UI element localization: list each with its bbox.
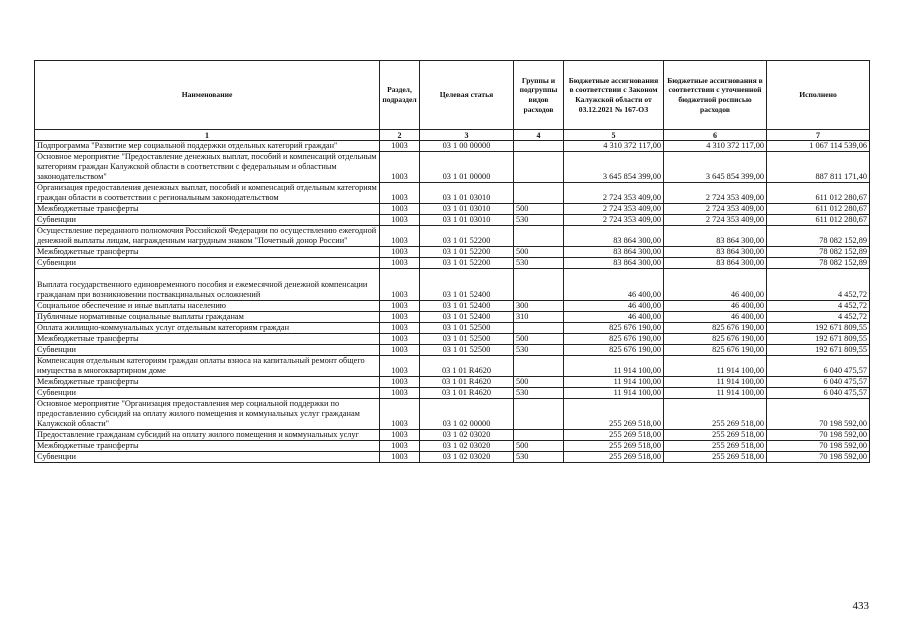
row-law-amount-cell: 825 676 190,00 [564,334,664,345]
row-section-cell: 1003 [380,183,420,204]
row-section-cell: 1003 [380,141,420,152]
column-number: 6 [664,130,767,141]
row-group-cell [514,226,564,247]
header-name: Наименование [35,61,380,130]
row-law-amount-cell: 46 400,00 [564,269,664,301]
row-name-cell: Социальное обеспечение и иные выплаты населению [35,301,380,312]
header-section: Раздел, подраздел [380,61,420,130]
row-group-cell: 530 [514,215,564,226]
row-law-amount-cell: 11 914 100,00 [564,377,664,388]
row-executed-amount-cell: 70 198 592,00 [767,452,870,463]
row-name-cell: Субвенции [35,345,380,356]
row-group-cell: 300 [514,301,564,312]
table-row [35,269,870,301]
row-executed-amount-cell: 70 198 592,00 [767,430,870,441]
row-executed-amount-cell: 887 811 171,40 [767,152,870,183]
row-group-cell: 500 [514,204,564,215]
column-number: 3 [420,130,514,141]
row-group-cell: 500 [514,334,564,345]
row-refined-amount-cell: 3 645 854 399,00 [664,152,767,183]
row-executed-amount-cell: 6 040 475,57 [767,377,870,388]
row-section-cell: 1003 [380,441,420,452]
column-number: 1 [35,130,380,141]
table-row [35,152,870,183]
row-name-cell: Публичные нормативные социальные выплаты гражданам [35,312,380,323]
row-refined-amount-cell: 255 269 518,00 [664,430,767,441]
row-target-cell: 03 1 01 R4620 [420,356,514,377]
row-group-cell [514,152,564,183]
column-number: 7 [767,130,870,141]
row-refined-amount-cell: 825 676 190,00 [664,323,767,334]
row-group-cell: 530 [514,258,564,269]
row-target-cell: 03 1 01 52200 [420,258,514,269]
table-row [35,377,870,388]
row-target-cell: 03 1 02 03020 [420,430,514,441]
row-target-cell: 03 1 01 52400 [420,301,514,312]
row-target-cell: 03 1 01 52500 [420,334,514,345]
row-section-cell: 1003 [380,399,420,430]
table-row [35,215,870,226]
table-row [35,388,870,399]
row-group-cell [514,399,564,430]
row-group-cell [514,323,564,334]
row-refined-amount-cell: 2 724 353 409,00 [664,183,767,204]
row-refined-amount-cell: 825 676 190,00 [664,345,767,356]
row-group-cell: 530 [514,345,564,356]
row-executed-amount-cell: 78 082 152,89 [767,247,870,258]
row-group-cell [514,141,564,152]
row-law-amount-cell: 255 269 518,00 [564,452,664,463]
row-refined-amount-cell: 2 724 353 409,00 [664,215,767,226]
row-name-cell: Подпрограмма "Развитие мер социальной поддержки отдельных категорий граждан" [35,141,380,152]
row-law-amount-cell: 83 864 300,00 [564,258,664,269]
row-executed-amount-cell: 611 012 280,67 [767,204,870,215]
row-target-cell: 03 1 01 52500 [420,323,514,334]
row-refined-amount-cell: 4 310 372 117,00 [664,141,767,152]
row-name-cell: Компенсация отдельным категориям граждан оплаты взноса на капитальный ремонт общего имущества в многоквартирном доме [35,356,380,377]
header-executed: Исполнено [767,61,870,130]
table-row [35,183,870,204]
row-refined-amount-cell: 255 269 518,00 [664,452,767,463]
row-executed-amount-cell: 611 012 280,67 [767,183,870,204]
row-target-cell: 03 1 00 00000 [420,141,514,152]
row-group-cell: 500 [514,377,564,388]
row-name-cell: Субвенции [35,388,380,399]
row-target-cell: 03 1 01 03010 [420,204,514,215]
row-executed-amount-cell: 78 082 152,89 [767,226,870,247]
row-refined-amount-cell: 11 914 100,00 [664,356,767,377]
row-law-amount-cell: 11 914 100,00 [564,388,664,399]
table-row [35,334,870,345]
row-group-cell [514,430,564,441]
row-section-cell: 1003 [380,345,420,356]
row-executed-amount-cell: 1 067 114 539,06 [767,141,870,152]
row-section-cell: 1003 [380,301,420,312]
row-refined-amount-cell: 83 864 300,00 [664,226,767,247]
row-target-cell: 03 1 01 52200 [420,226,514,247]
row-refined-amount-cell: 2 724 353 409,00 [664,204,767,215]
row-executed-amount-cell: 6 040 475,57 [767,356,870,377]
row-refined-amount-cell: 46 400,00 [664,269,767,301]
row-target-cell: 03 1 01 00000 [420,152,514,183]
table-row [35,323,870,334]
row-section-cell: 1003 [380,226,420,247]
row-section-cell: 1003 [380,334,420,345]
header-law-allocations: Бюджетные ассигнования в соответствии с Законом Калужской области от 03.12.2021 № 167-ОЗ [564,61,664,130]
row-group-cell: 530 [514,452,564,463]
table-row [35,399,870,430]
row-law-amount-cell: 46 400,00 [564,301,664,312]
row-section-cell: 1003 [380,204,420,215]
row-group-cell [514,183,564,204]
row-name-cell: Основное мероприятие "Предоставление денежных выплат, пособий и компенсаций отдельным категориям граждан Калужской области в соответствии с федеральным и областным законодательством" [35,152,380,183]
row-name-cell: Субвенции [35,215,380,226]
table-row [35,247,870,258]
row-section-cell: 1003 [380,430,420,441]
row-executed-amount-cell: 70 198 592,00 [767,441,870,452]
row-refined-amount-cell: 46 400,00 [664,301,767,312]
row-group-cell: 500 [514,441,564,452]
row-name-cell: Субвенции [35,452,380,463]
row-target-cell: 03 1 02 03020 [420,441,514,452]
row-group-cell: 310 [514,312,564,323]
row-section-cell: 1003 [380,258,420,269]
row-target-cell: 03 1 01 03010 [420,215,514,226]
row-refined-amount-cell: 83 864 300,00 [664,247,767,258]
table-row [35,301,870,312]
row-target-cell: 03 1 01 52200 [420,247,514,258]
row-executed-amount-cell: 192 671 809,55 [767,334,870,345]
row-name-cell: Выплата государственного единовременного пособия и ежемесячной денежной компенсации гражданам при возникновении поствакцинальных осложнений [35,269,380,301]
row-target-cell: 03 1 01 52400 [420,312,514,323]
row-executed-amount-cell: 70 198 592,00 [767,399,870,430]
row-name-cell: Межбюджетные трансферты [35,247,380,258]
row-law-amount-cell: 2 724 353 409,00 [564,183,664,204]
page-number: 433 [852,600,869,612]
row-law-amount-cell: 4 310 372 117,00 [564,141,664,152]
header-groups: Группы и подгруппы видов расходов [514,61,564,130]
row-law-amount-cell: 3 645 854 399,00 [564,152,664,183]
row-law-amount-cell: 255 269 518,00 [564,430,664,441]
column-number: 4 [514,130,564,141]
row-name-cell: Межбюджетные трансферты [35,441,380,452]
row-group-cell: 530 [514,388,564,399]
column-number-row [35,130,870,141]
row-target-cell: 03 1 01 R4620 [420,388,514,399]
row-name-cell: Межбюджетные трансферты [35,377,380,388]
table-row [35,356,870,377]
row-target-cell: 03 1 01 03010 [420,183,514,204]
table-row [35,258,870,269]
row-target-cell: 03 1 01 52400 [420,269,514,301]
row-name-cell: Предоставление гражданам субсидий на оплату жилого помещения и коммунальных услуг [35,430,380,441]
row-law-amount-cell: 2 724 353 409,00 [564,215,664,226]
table-row [35,204,870,215]
row-law-amount-cell: 83 864 300,00 [564,226,664,247]
header-refined-allocations: Бюджетные ассигнования в соответствии с уточненной бюджетной росписью расходов [664,61,767,130]
row-refined-amount-cell: 255 269 518,00 [664,441,767,452]
row-executed-amount-cell: 192 671 809,55 [767,345,870,356]
row-executed-amount-cell: 4 452,72 [767,312,870,323]
row-executed-amount-cell: 6 040 475,57 [767,388,870,399]
table-header-row [35,61,870,130]
row-executed-amount-cell: 192 671 809,55 [767,323,870,334]
row-law-amount-cell: 11 914 100,00 [564,356,664,377]
row-law-amount-cell: 46 400,00 [564,312,664,323]
row-section-cell: 1003 [380,377,420,388]
row-name-cell: Основное мероприятие "Организация предоставления мер социальной поддержки по предоставлению субсидий на оплату жилого помещения и коммунальных услуг гражданам Калужской области" [35,399,380,430]
table-row [35,452,870,463]
budget-table [34,60,870,463]
column-number: 5 [564,130,664,141]
row-refined-amount-cell: 83 864 300,00 [664,258,767,269]
row-law-amount-cell: 255 269 518,00 [564,399,664,430]
row-refined-amount-cell: 11 914 100,00 [664,388,767,399]
column-number: 2 [380,130,420,141]
row-refined-amount-cell: 825 676 190,00 [664,334,767,345]
row-target-cell: 03 1 02 00000 [420,399,514,430]
row-name-cell: Организация предоставления денежных выплат, пособий и компенсаций отдельным категориям граждан области в соответствии с региональным законодательством [35,183,380,204]
row-group-cell [514,269,564,301]
table-row [35,441,870,452]
row-name-cell: Межбюджетные трансферты [35,204,380,215]
table-row [35,430,870,441]
row-section-cell: 1003 [380,312,420,323]
table-body [35,141,870,463]
row-section-cell: 1003 [380,152,420,183]
row-law-amount-cell: 255 269 518,00 [564,441,664,452]
row-refined-amount-cell: 255 269 518,00 [664,399,767,430]
row-law-amount-cell: 825 676 190,00 [564,345,664,356]
row-section-cell: 1003 [380,388,420,399]
row-name-cell: Оплата жилищно-коммунальных услуг отдельным категориям граждан [35,323,380,334]
row-target-cell: 03 1 01 R4620 [420,377,514,388]
table-row [35,226,870,247]
row-refined-amount-cell: 46 400,00 [664,312,767,323]
table-row [35,141,870,152]
row-section-cell: 1003 [380,269,420,301]
table-row [35,312,870,323]
row-section-cell: 1003 [380,215,420,226]
row-law-amount-cell: 825 676 190,00 [564,323,664,334]
row-section-cell: 1003 [380,247,420,258]
row-name-cell: Осуществление переданного полномочия Российской Федерации по осуществлению ежегодной денежной выплаты лицам, награжденным нагрудным знаком "Почетный донор России" [35,226,380,247]
row-group-cell [514,356,564,377]
row-executed-amount-cell: 4 452,72 [767,269,870,301]
row-law-amount-cell: 2 724 353 409,00 [564,204,664,215]
row-law-amount-cell: 83 864 300,00 [564,247,664,258]
row-section-cell: 1003 [380,452,420,463]
row-group-cell: 500 [514,247,564,258]
row-section-cell: 1003 [380,323,420,334]
row-executed-amount-cell: 4 452,72 [767,301,870,312]
row-refined-amount-cell: 11 914 100,00 [664,377,767,388]
row-section-cell: 1003 [380,356,420,377]
row-executed-amount-cell: 611 012 280,67 [767,215,870,226]
row-target-cell: 03 1 02 03020 [420,452,514,463]
header-target: Целевая статья [420,61,514,130]
row-target-cell: 03 1 01 52500 [420,345,514,356]
row-executed-amount-cell: 78 082 152,89 [767,258,870,269]
row-name-cell: Межбюджетные трансферты [35,334,380,345]
row-name-cell: Субвенции [35,258,380,269]
table-row [35,345,870,356]
